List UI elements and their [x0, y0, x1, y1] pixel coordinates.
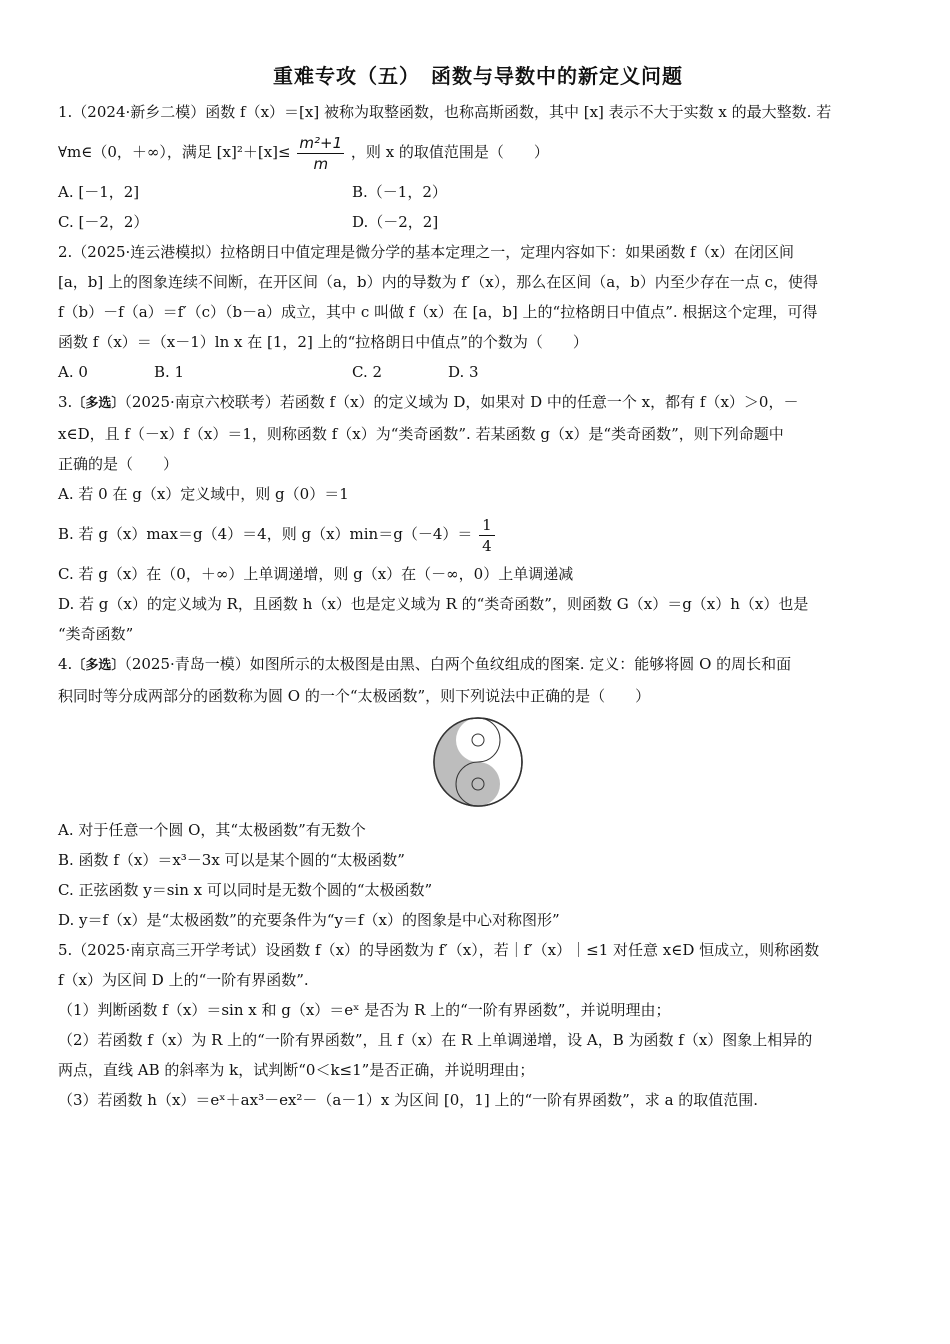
q1-fraction-denominator: m	[313, 154, 329, 173]
taiji-figure	[58, 715, 898, 811]
q3-fraction-numerator: 1	[479, 515, 495, 536]
q3-option-d-line-1[interactable]: D. 若 g（x）的定义域为 R，且函数 h（x）也是定义域为 R 的“类奇函数”，则函数 G（x）＝g（x）h（x）也是	[58, 595, 809, 613]
q4-line-2: 积同时等分成两部分的函数称为圆 O 的一个“太极函数”，则下列说法中正确的是（ ）	[58, 687, 651, 705]
q2-options-row	[58, 357, 898, 387]
q3-line-2: x∈D，且 f（－x）f（x）＝1，则称函数 f（x）为“类奇函数”. 若某函数 g（x）是“类奇函数”，则下列命题中	[58, 425, 784, 443]
taiji-icon	[431, 715, 525, 809]
question-4	[58, 649, 898, 935]
q3-line-3: 正确的是（ ）	[58, 455, 179, 473]
question-5	[58, 935, 898, 1115]
q3-number: 3.	[58, 393, 73, 411]
q1-fraction	[297, 133, 344, 174]
q1-options-row-2	[58, 207, 898, 237]
taiji-white-dot	[472, 734, 484, 746]
q4-line-1	[58, 649, 898, 681]
q3-line-1-text: （2025·南京六校联考）若函数 f（x）的定义域为 D，如果对 D 中的任意一个 x，都有 f（x）＞0，－	[124, 393, 799, 411]
q4-line-1-text: （2025·青岛一模）如图所示的太极图是由黑、白两个鱼纹组成的图案. 定义：能够将圆 O 的周长和面	[124, 655, 792, 673]
q4-option-d[interactable]: D. y＝f（x）是“太极函数”的充要条件为“y＝f（x）的图象是中心对称图形”	[58, 911, 560, 929]
question-3	[58, 387, 898, 649]
q1-line-2	[58, 127, 898, 177]
taiji-gray-dot	[472, 778, 484, 790]
q2-option-d[interactable]: D. 3	[448, 363, 479, 381]
q5-part-1: （1）判断函数 f（x）＝sin x 和 g（x）＝eˣ 是否为 R 上的“一阶有界函数”，并说明理由；	[58, 1001, 671, 1019]
q1-fraction-numerator: m²+1	[299, 133, 343, 152]
worksheet-page	[58, 60, 898, 1115]
q2-option-c[interactable]: C. 2	[352, 363, 383, 381]
q1-option-a[interactable]: A. [－1，2]	[58, 183, 140, 201]
q5-part-3: （3）若函数 h（x）＝eˣ＋ax³－ex²－（a－1）x 为区间 [0，1] 上的“一阶有界函数”，求 a 的取值范围.	[58, 1091, 759, 1109]
q2-line-1: 2.（2025·连云港模拟）拉格朗日中值定理是微分学的基本定理之一，定理内容如下：如果函数 f（x）在闭区间	[58, 243, 795, 261]
q1-option-b[interactable]: B.（－1，2）	[352, 183, 447, 201]
q2-option-a[interactable]: A. 0	[58, 363, 88, 381]
q2-line-3: f（b）－f（a）＝f′（c）（b－a）成立，其中 c 叫做 f（x）在 [a，b] 上的“拉格朗日中值点”. 根据这个定理，可得	[58, 303, 818, 321]
q1-line-2-pre: ∀m∈（0，＋∞），满足 [x]²＋[x]≤	[58, 143, 291, 161]
q5-part-2-line-2: 两点，直线 AB 的斜率为 k，试判断“0＜k≤1”是否正确，并说明理由；	[58, 1061, 535, 1079]
q1-line-1: 1.（2024·新乡二模）函数 f（x）＝[x] 被称为取整函数，也称高斯函数，其中 [x] 表示不大于实数 x 的最大整数. 若	[58, 103, 832, 121]
q3-option-d-line-2[interactable]: “类奇函数”	[58, 625, 134, 643]
q3-multi-select-tag: 〔多选〕	[72, 396, 125, 411]
q3-option-a[interactable]: A. 若 0 在 g（x）定义域中，则 g（0）＝1	[58, 485, 349, 503]
q4-option-a[interactable]: A. 对于任意一个圆 O，其“太极函数”有无数个	[58, 821, 366, 839]
q3-fraction-denominator: 4	[482, 536, 492, 555]
q2-option-b[interactable]: B. 1	[154, 363, 185, 381]
q3-option-b[interactable]	[58, 509, 898, 559]
q1-line-2-post: ，则 x 的取值范围是（ ）	[350, 143, 549, 161]
q1-option-c[interactable]: C. [－2，2）	[58, 213, 149, 231]
q2-line-2: [a，b] 上的图象连续不间断，在开区间（a，b）内的导数为 f′（x），那么在区间（a，b）内至少存在一点 c，使得	[58, 273, 818, 291]
q3-line-1	[58, 387, 898, 419]
q4-option-b[interactable]: B. 函数 f（x）＝x³－3x 可以是某个圆的“太极函数”	[58, 851, 405, 869]
q4-option-c[interactable]: C. 正弦函数 y＝sin x 可以同时是无数个圆的“太极函数”	[58, 881, 433, 899]
question-2	[58, 237, 898, 387]
page-title: 重难专攻（五） 函数与导数中的新定义问题	[273, 64, 683, 88]
question-1	[58, 97, 898, 237]
q3-option-b-text: B. 若 g（x）max＝g（4）＝4，则 g（x）min＝g（－4）＝	[58, 525, 473, 543]
q5-part-2-line-1: （2）若函数 f（x）为 R 上的“一阶有界函数”，且 f（x）在 R 上单调递增，设 A，B 为函数 f（x）图象上相异的	[58, 1031, 813, 1049]
q4-multi-select-tag: 〔多选〕	[72, 658, 125, 673]
q3-option-b-fraction	[479, 515, 495, 556]
q1-option-d[interactable]: D.（－2，2]	[352, 213, 439, 231]
q1-options-row-1	[58, 177, 898, 207]
q5-line-1: 5.（2025·南京高三开学考试）设函数 f（x）的导函数为 f′（x），若｜f′（x）｜≤1 对任意 x∈D 恒成立，则称函数	[58, 941, 820, 959]
q5-line-2: f（x）为区间 D 上的“一阶有界函数”.	[58, 971, 309, 989]
q4-number: 4.	[58, 655, 73, 673]
q3-option-c[interactable]: C. 若 g（x）在（0，＋∞）上单调递增，则 g（x）在（－∞，0）上单调递减	[58, 565, 574, 583]
q2-line-4: 函数 f（x）＝（x－1）ln x 在 [1，2] 上的“拉格朗日中值点”的个数为（ ）	[58, 333, 588, 351]
